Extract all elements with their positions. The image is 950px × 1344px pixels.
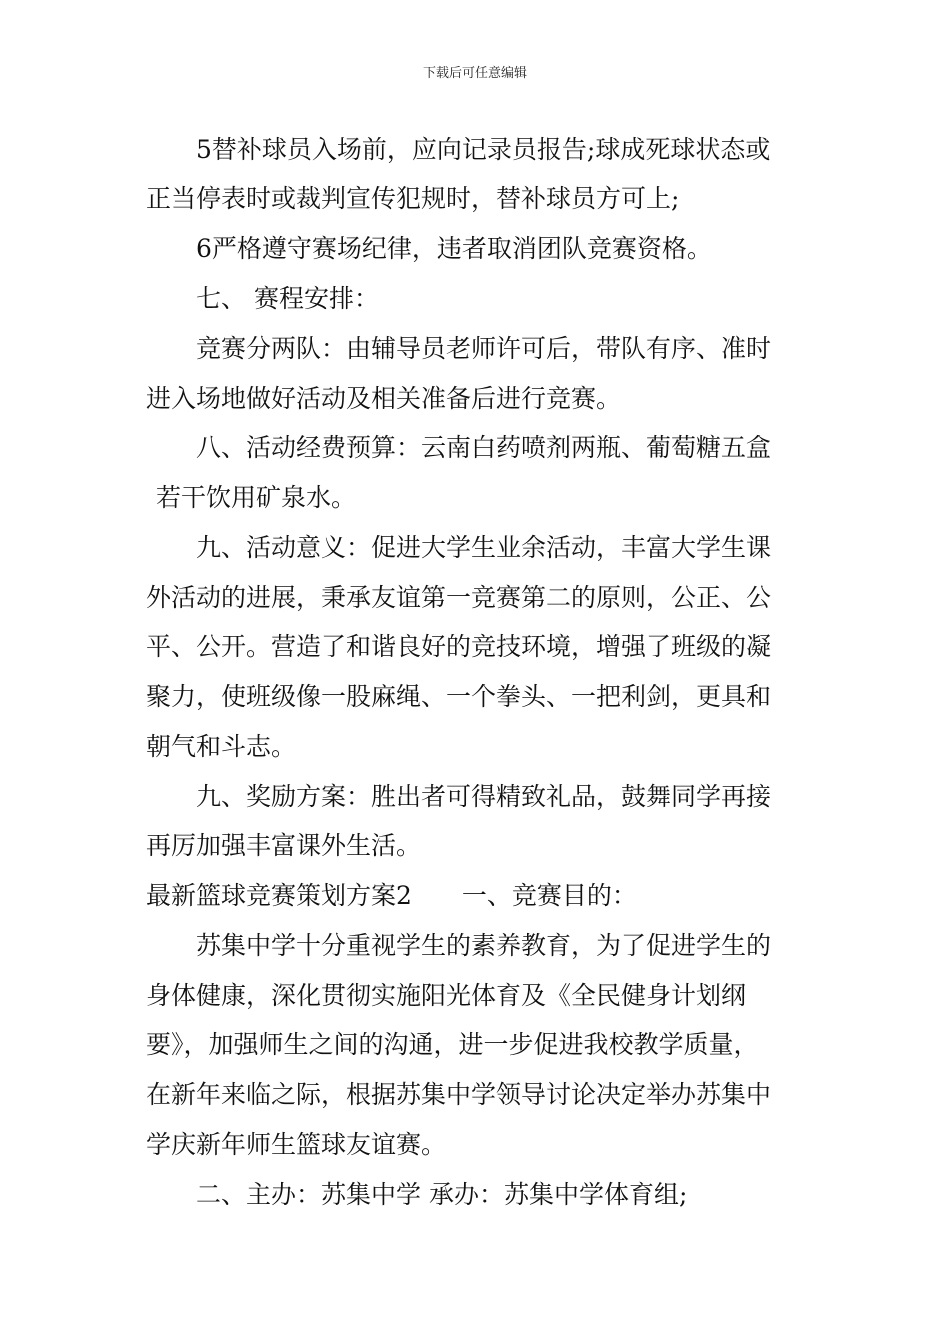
paragraph-line: 学庆新年师生篮球友谊赛。 [146,1130,447,1159]
paragraph-line: 6严格遵守赛场纪律，违者取消团队竞赛资格。 [196,234,712,263]
paragraph-line: 若干饮用矿泉水。 [156,483,357,512]
paragraph-line: 平、公开。营造了和谐良好的竞技环境，增强了班级的凝 [146,632,772,661]
paragraph-line: 进入场地做好活动及相关准备后进行竞赛。 [146,384,622,413]
paragraph-line: 八、活动经费预算：云南白药喷剂两瓶、葡萄糖五盒 [196,433,772,462]
paragraph-line: 在新年来临之际，根据苏集中学领导讨论决定举办苏集中 [146,1080,772,1109]
paragraph-line: 九、活动意义：促进大学生业余活动，丰富大学生课 [196,533,772,562]
paragraph-line: 苏集中学十分重视学生的素养教育，为了促进学生的 [196,931,772,960]
section-heading: 七、 赛程安排： [196,284,379,313]
paragraph-line: 朝气和斗志。 [146,732,297,761]
paragraph-line: 5替补球员入场前，应向记录员报告;球成死球状态或 [196,135,771,164]
paragraph-line: 要》，加强师生之间的沟通，进一步促进我校教学质量， [146,1030,759,1059]
paragraph-line: 聚力，使班级像一股麻绳、一个拳头、一把利剑，更具和 [146,682,772,711]
document-subtitle: 最新篮球竞赛策划方案2 一、竞赛目的： [146,881,637,910]
page-header-note: 下载后可任意编辑 [422,66,527,81]
paragraph-line: 竞赛分两队：由辅导员老师许可后，带队有序、准时 [196,334,772,363]
paragraph-line: 身体健康，深化贯彻实施阳光体育及《全民健身计划纲 [146,981,747,1010]
paragraph-line: 正当停表时或裁判宣传犯规时，替补球员方可上; [146,184,680,213]
paragraph-line: 九、奖励方案：胜出者可得精致礼品，鼓舞同学再接 [196,782,772,811]
paragraph-line: 再厉加强丰富课外生活。 [146,831,422,860]
paragraph-line: 外活动的进展，秉承友谊第一竞赛第二的原则，公正、公 [146,583,772,612]
paragraph-line: 二、主办：苏集中学 承办：苏集中学体育组; [196,1180,688,1209]
